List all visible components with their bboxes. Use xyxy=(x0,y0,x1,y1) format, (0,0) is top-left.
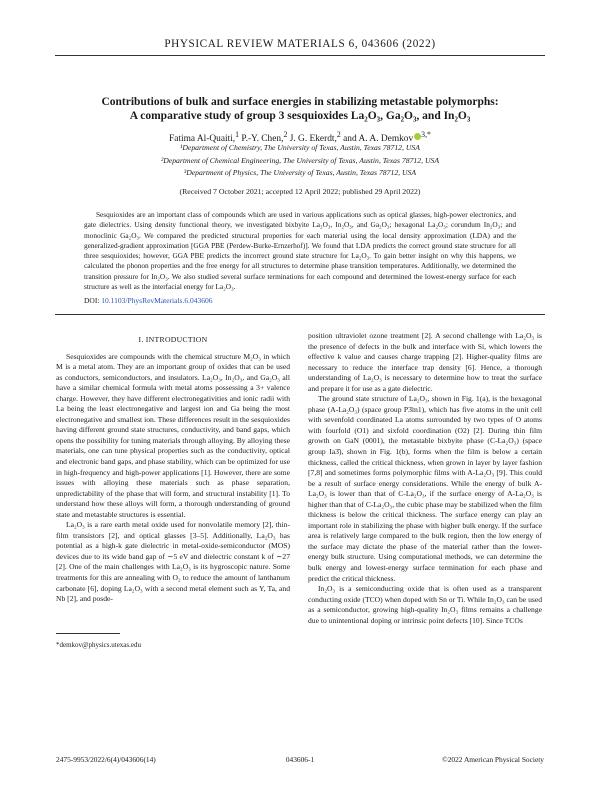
footer-issn: 2475-9953/2022/6(4)/043606(14) xyxy=(56,755,156,764)
abstract: Sesquioxides are an important class of compounds which are used in various applications such as optical glasses, high-power electronics, and gate dielectrics. Using density functional theory, we investigated bixbyite La₂O₃, In₂O₃, and Ga₂O₃; hexagonal La₂O₃; corundum In₂O₃; and monoclinic Ga₂O₃. We compared the predicted structural properties for each material using the local density approximation (LDA) and the generalized-gradient approximation [GGA PBE (Perdew-Burke-Ernzerhof)]. We found that LDA predicts the correct ground state structure for all three sesquioxides; however, GGA PBE predicts the incorrect ground state structure for La₂O₃. To gain better insight on why this happens, we calculated the phonon properties and the free energy for all structures to determine phase transition temperatures. Additionally, we determined the transition pressure for In₂O₃. We also studied several surface terminations for each compound and determined the lowest-energy surface for each structure as well as the interfacial energy for La₂O₃. xyxy=(84,210,516,292)
journal-header: PHYSICAL REVIEW MATERIALS 6, 043606 (2022) xyxy=(164,38,436,50)
author-2: P.-Y. Chen, xyxy=(241,134,284,145)
author-4-sup: 3,* xyxy=(421,130,431,139)
left-column xyxy=(56,335,290,605)
received-dates: (Received 7 October 2021; accepted 12 April 2022; published 29 April 2022) xyxy=(179,187,421,196)
left-paragraph-1: Sesquioxides are compounds with the chemical structure M₂O₃ in which M is a metal atom. They are an important group of oxides that can be used as conductors, semiconductors, and insulators. La₂O₃, In₂O₃, and Ga₂O₃ all have a similar chemical formula with metal atoms possessing a 3+ valence charge. However, they have different electronegativities and ionic radii with La being the least electronegative and largest ion and Ga being the most electronegative and smallest ion. These differences result in the sesquioxides having different ground state structures, conductivity, and band gaps, which opens the possibility for tuning materials through alloying. By alloying these materials, one can tune physical properties such as the conductivity, optical and electronic band gaps, and phase stability, which can be optimized for use in high-frequency and high-power applications [1]. However, there are some issues with alloying these materials such as phase separation, unpredictability of the phase that will form, and structural instability [1]. To understand how these alloys will form, a thorough understanding of ground state and metastable structures is essential. xyxy=(56,351,290,519)
affiliation-1: ¹Department of Chemistry, The University of Texas, Austin, Texas 78712, USA xyxy=(180,143,420,152)
section-heading: I. INTRODUCTION xyxy=(138,335,208,344)
abstract-rule xyxy=(55,314,545,315)
title-line-2: A comparative study of group 3 sesquioxides La₂O₃, Ga₂O₃, and In₂O₃ xyxy=(129,110,471,122)
footer-page-number: 043606-1 xyxy=(285,755,315,764)
right-paragraph-3: In₂O₃ is a semiconducting oxide that is often used as a transparent conducting oxide (TCO) when doped with Sn or Ti. While In₂O₃ can be used as a semiconductor, growing high-quality In₂O₃ films remains a challenge due to unintentional doping or intrinsic point defects [10]. Since TCOs xyxy=(308,584,542,625)
left-paragraph-2: La₂O₃ is a rare earth metal oxide used for nonvolatile memory [2], thin-film transistors [2], and optical glasses [3–5]. Additionally, La₂O₃ has potential as a high-k gate dielectric in metal-oxide-semiconductor (MOS) devices due to its wide band gap of ∼5 eV and dielectric constant k of ∼27 [2]. One of the main challenges with La₂O₃ is its hygroscopic nature. Some treatments for this are annealing with O₂ to reduce the amount of lanthanum carbonate [6], doping La₂O₃ with a second metal element such as Y, Ta, and Nb [2], and posde- xyxy=(56,520,290,604)
right-paragraph-2: The ground state structure of La₂O₃, shown in Fig. 1(a), is the hexagonal phase (A-La₂O₃) (space group P3̄m1), which has five atoms in the unit cell with sevenfold coordinated La atoms surrounded by two types of O atoms with fourfold (O1) and sixfold coordination (O2) [2]. During thin film growth on GaN (0001), the metastable bixbyite phase (C-La₂O₃) (space group Ia3̄), shown in Fig. 1(b), forms when the film is below a certain thickness, called the critical thickness, when grown in layer by layer fashion [7,8] and sometimes forms polymorphic films with A-La₂O₃ [9]. This could be a result of surface energy considerations. While the energy of bulk A-La₂O₃ is lower than that of C-La₂O₃, if the surface energy of A-La₂O₃ is higher than that of C-La₂O₃, the cubic phase may be stabilized when the film thickness is below the critical thickness. The surface energy can play an important role in stabilizing the phase with higher bulk energy. If the surface area is relatively large compared to the bulk region, then the low energy of the surface may dictate the phase of the material rather than the lower-energy bulk structure. Using computational methods, we can determine the bulk energy and lowest-energy surface termination for each phase and predict the critical thickness. xyxy=(308,394,542,583)
footer-copyright: ©2022 American Physical Society xyxy=(442,755,544,764)
author-2-sup: 2 xyxy=(283,130,288,139)
title-line-1: Contributions of bulk and surface energies in stabilizing metastable polymorphs: xyxy=(101,96,499,108)
paper-title xyxy=(60,95,540,123)
doi-link[interactable]: 10.1103/PhysRevMaterials.6.043606 xyxy=(101,296,213,305)
doi-line xyxy=(84,296,212,305)
footnote-email: *demkov@physics.utexas.edu xyxy=(56,641,141,649)
doi-label: DOI: xyxy=(84,296,100,305)
author-1: Fatima Al-Quaiti, xyxy=(169,134,236,145)
author-3-sup: 2 xyxy=(336,130,341,139)
author-3: J. G. Ekerdt, xyxy=(289,134,337,145)
author-1-sup: 1 xyxy=(235,130,240,139)
affiliation-3: ³Department of Physics, The University of Texas, Austin, Texas 78712, USA xyxy=(183,168,417,177)
author-4: and A. A. Demkov xyxy=(343,134,414,145)
footnote-rule xyxy=(56,633,120,634)
right-paragraph-1: position ultraviolet ozone treatment [2]. A second challenge with La₂O₃ is the presence of defects in the bulk and interface with Si, which lowers the effective k value and causes charge trapping [2]. Higher-quality films are necessary to reduce the interface trap density [6]. Hence, a thorough understanding of La₂O₃ is necessary to determine how to treat the surface and prepare it for use as a gate dielectric. xyxy=(308,331,542,393)
right-column xyxy=(308,331,542,626)
header-rule xyxy=(55,55,545,56)
affiliation-2: ²Department of Chemical Engineering, The University of Texas, Austin, Texas 78712, USA xyxy=(160,156,440,165)
